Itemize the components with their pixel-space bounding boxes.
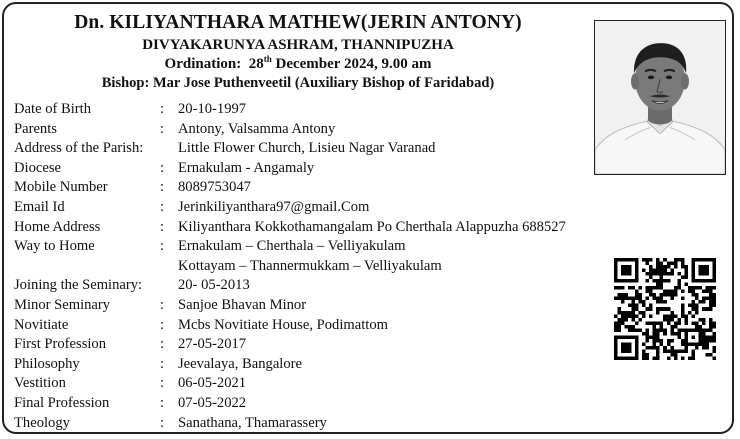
detail-value: 27-05-2017 [178, 336, 247, 353]
detail-colon: : [160, 159, 165, 176]
detail-label: Home Address [14, 218, 101, 235]
detail-value: 06-05-2021 [178, 375, 247, 392]
detail-value: Ernakulam – Cherthala – Velliyakulam [178, 238, 406, 255]
detail-colon: : [160, 238, 165, 255]
detail-label: Parents [14, 120, 57, 137]
detail-colon: : [160, 179, 165, 196]
detail-colon: : [160, 198, 165, 215]
detail-colon: : [160, 296, 165, 313]
detail-value: 8089753047 [178, 179, 251, 196]
detail-value: Kottayam – Thannermukkam – Velliyakulam [178, 257, 442, 274]
portrait-photo-icon [595, 21, 725, 174]
detail-value: 20-10-1997 [178, 101, 247, 117]
ashram-name: DIVYAKARUNYA ASHRAM, THANNIPUZHA [142, 37, 454, 53]
qr-code[interactable] [614, 258, 716, 360]
detail-label: Diocese [14, 159, 62, 176]
detail-colon: : [160, 120, 165, 137]
detail-label: First Profession [14, 336, 107, 353]
detail-colon: : [160, 375, 165, 392]
detail-value: Mcbs Novitiate House, Podimattom [178, 316, 388, 333]
detail-label: Date of Birth [14, 101, 92, 117]
detail-value: Kiliyanthara Kokkothamangalam Po Cherthala Alappuzha 688527 [178, 218, 566, 235]
portrait-photo [594, 20, 726, 175]
detail-label: Mobile Number [14, 179, 108, 196]
detail-label: Joining the Seminary: [14, 277, 143, 294]
detail-label: Vestition [14, 375, 66, 392]
detail-label: Novitiate [14, 316, 69, 333]
detail-colon: : [160, 218, 165, 235]
detail-colon: : [160, 414, 165, 431]
detail-colon: : [160, 394, 165, 411]
qr-code-icon [614, 258, 716, 360]
detail-label: Theology [14, 414, 70, 431]
detail-label: Final Profession [14, 394, 110, 411]
bishop-line: Bishop: Mar Jose Puthenveetil (Auxiliary Bishop of Faridabad) [101, 75, 495, 91]
detail-value: Jeevalaya, Bangalore [178, 355, 302, 372]
detail-colon: : [160, 316, 165, 333]
detail-value: 20- 05-2013 [178, 277, 250, 294]
detail-label: Minor Seminary [14, 296, 111, 313]
ordination-line [4, 55, 592, 74]
ordination-date-time: December 2024, 9.00 am [275, 56, 432, 72]
detail-label: Email Id [14, 198, 65, 215]
detail-value: Jerinkiliyanthara97@gmail.Com [178, 198, 370, 215]
detail-colon: : [160, 336, 165, 353]
detail-colon: : [160, 101, 165, 117]
detail-label: Way to Home [14, 238, 95, 255]
detail-value: Sanjoe Bhavan Minor [178, 296, 307, 313]
ordination-day: 28 [248, 56, 264, 72]
card-header [4, 12, 592, 93]
detail-value: Antony, Valsamma Antony [178, 120, 336, 137]
detail-value: Sanathana, Thamarassery [178, 414, 327, 431]
ordination-label: Ordination: [164, 56, 242, 72]
detail-label: Philosophy [14, 355, 80, 372]
ordination-day-suffix: th [263, 54, 272, 64]
detail-label: Address of the Parish: [14, 140, 144, 157]
candidate-name: Dn. KILIYANTHARA MATHEW(JERIN ANTONY) [74, 12, 522, 33]
profile-card [2, 2, 734, 434]
detail-value: Little Flower Church, Lisieu Nagar Varanad [178, 140, 436, 157]
detail-value: Ernakulam - Angamaly [178, 159, 315, 176]
detail-value: 07-05-2022 [178, 394, 247, 411]
detail-colon: : [160, 355, 165, 372]
